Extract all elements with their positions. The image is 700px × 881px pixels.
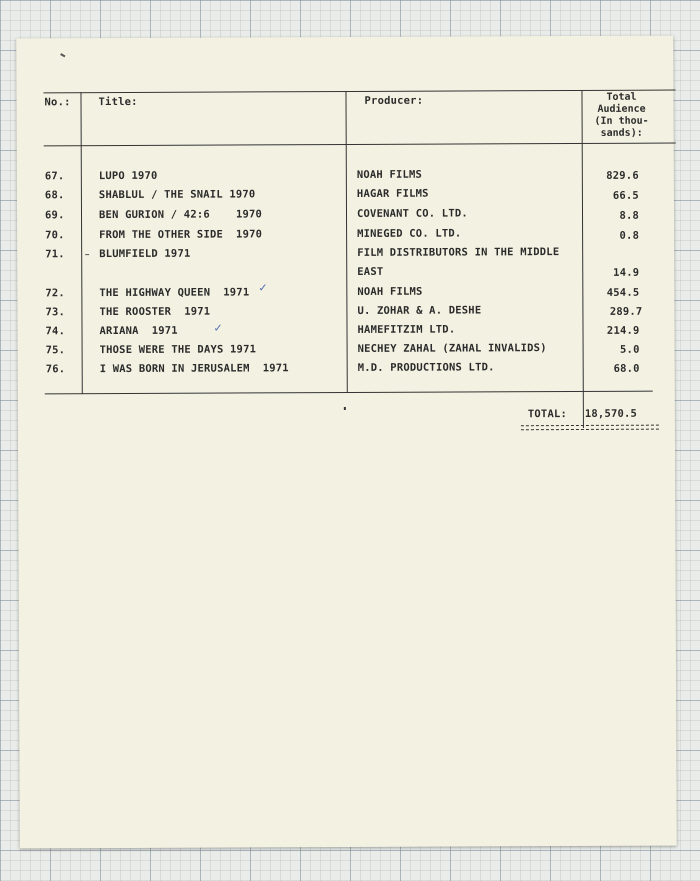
row-no: 69. <box>44 209 65 222</box>
row-no: 71. <box>45 248 65 261</box>
row-no: 70. <box>45 229 65 242</box>
row-producer: MINEGED CO. LTD. <box>357 227 462 240</box>
row-producer: HAGAR FILMS <box>356 187 429 200</box>
header-no: No.: <box>44 96 71 109</box>
pen-dot <box>344 407 346 410</box>
row-producer: HAMEFITZIM LTD. <box>357 323 456 336</box>
row-audience: 829.6 <box>606 169 639 182</box>
total-label: TOTAL: <box>527 408 568 421</box>
row-no: 68. <box>44 189 65 202</box>
pen-checkmark: ✓ <box>213 321 223 335</box>
row-audience: 8.8 <box>619 209 640 222</box>
row-title: BLUMFIELD 1971 <box>99 247 191 261</box>
row-producer: NOAH FILMS <box>356 168 423 181</box>
row-audience: 454.5 <box>606 286 640 299</box>
row-producer: NOAH FILMS <box>357 285 423 298</box>
row-no: 67. <box>44 170 65 183</box>
row-title: LUPO 1970 <box>98 169 158 183</box>
row-title: BEN GURION / 42:6 1970 <box>98 208 263 222</box>
column-divider-title <box>345 91 347 393</box>
table-bottom-rule <box>45 391 653 395</box>
row-audience: 214.9 <box>606 324 640 337</box>
row-producer: M.D. PRODUCTIONS LTD. <box>357 361 495 374</box>
row-audience: 68.0 <box>613 362 640 375</box>
row-no: 72. <box>45 287 65 300</box>
pen-checkmark: ✓ <box>258 281 268 295</box>
row-title: THE HIGHWAY QUEEN 1971 <box>99 286 250 300</box>
row-title: THE ROOSTER 1971 <box>99 305 211 319</box>
row-producer-cont: EAST <box>357 265 384 278</box>
row-audience: 14.9 <box>613 266 640 279</box>
row-no: 76. <box>45 363 66 376</box>
row-no: 75. <box>45 344 66 357</box>
pen-dash <box>85 254 89 255</box>
total-value: 18,570.5 <box>584 407 638 420</box>
row-producer: FILM DISTRIBUTORS IN THE MIDDLE <box>357 246 560 259</box>
row-producer: U. ZOHAR & A. DESHE <box>357 304 482 317</box>
punch-mark <box>60 53 65 57</box>
row-title: I WAS BORN IN JERUSALEM 1971 <box>99 362 289 376</box>
row-title: ARIANA 1971 <box>99 324 178 338</box>
total-double-underline <box>521 425 659 431</box>
row-title: SHABLUL / THE SNAIL 1970 <box>98 188 256 202</box>
row-audience: 289.7 <box>609 305 643 318</box>
row-audience: 0.8 <box>619 229 640 242</box>
row-producer: NECHEY ZAHAL (ZAHAL INVALIDS) <box>357 342 547 355</box>
row-title: FROM THE OTHER SIDE 1970 <box>99 228 263 242</box>
row-no: 74. <box>45 325 66 338</box>
row-producer: COVENANT CO. LTD. <box>356 207 468 220</box>
row-audience: 5.0 <box>619 343 640 356</box>
header-total-audience: Total Audience (In thou- sands): <box>594 91 649 139</box>
row-audience: 66.5 <box>612 189 639 202</box>
row-title: THOSE WERE THE DAYS 1971 <box>99 343 257 357</box>
header-producer: Producer: <box>364 94 424 107</box>
header-title: Title: <box>98 95 138 109</box>
document-sheet <box>16 36 677 849</box>
column-divider-producer <box>581 90 583 428</box>
row-no: 73. <box>45 306 66 319</box>
column-divider-no <box>80 92 82 394</box>
